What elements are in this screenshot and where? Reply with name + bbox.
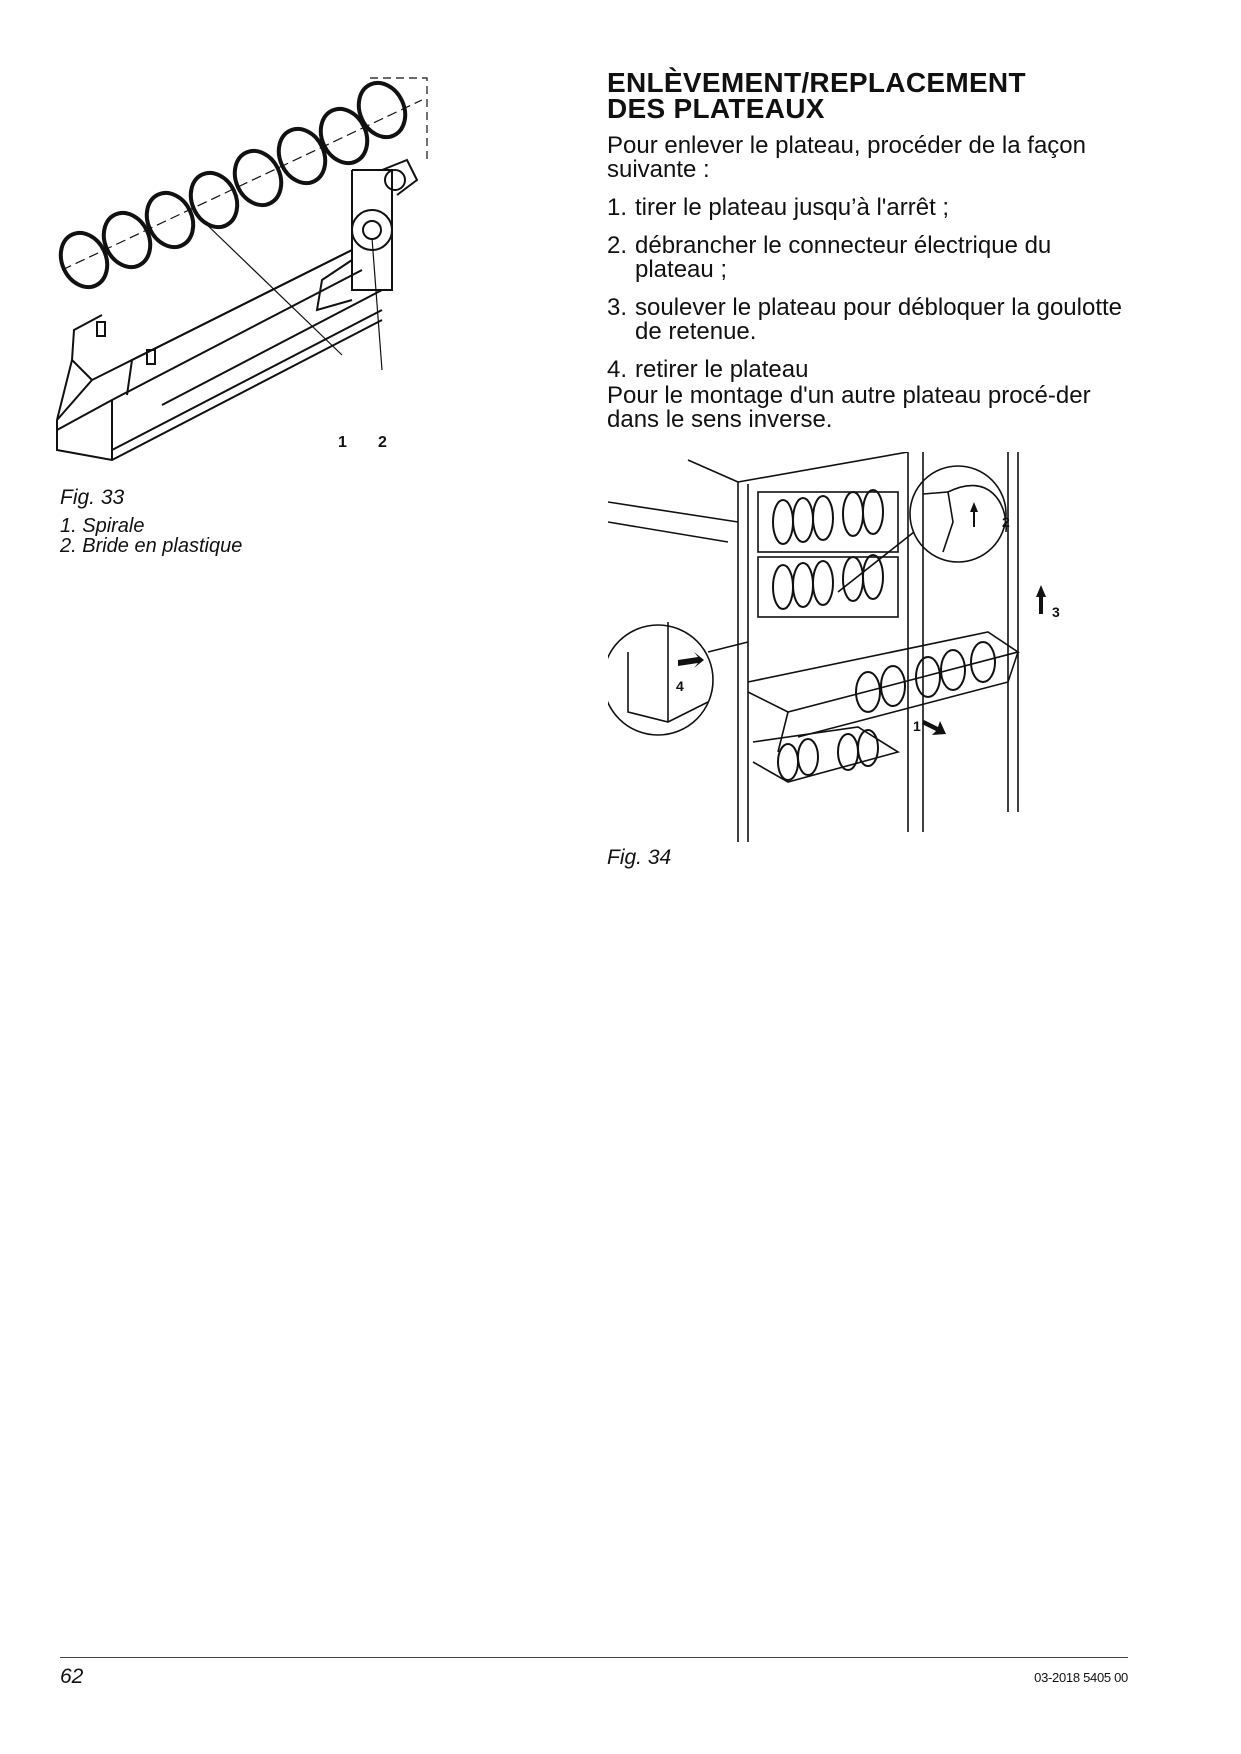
figure-33-spiral-tray <box>52 60 452 480</box>
section-title <box>607 67 1026 124</box>
step-text: débrancher le connecteur électrique du plateau ; <box>635 232 1052 283</box>
step-item <box>607 234 1127 282</box>
step-item <box>607 296 1127 344</box>
legend-item-spirale: 1. Spirale <box>60 515 145 537</box>
callout-1: 1 <box>338 434 347 451</box>
section-title-line-1: ENLÈVEMENT/REPLACEMENT <box>607 67 1026 98</box>
figure-34-caption: Fig. 34 <box>607 846 672 869</box>
callout-1: 1 <box>913 718 921 734</box>
legend-item-bride: 2. Bride en plastique <box>60 535 243 557</box>
intro-paragraph: Pour enlever le plateau, procéder de la façon suivante : <box>607 132 1086 183</box>
step-item <box>607 358 1127 382</box>
outro-paragraph: Pour le montage d'un autre plateau procé-der dans le sens inverse. <box>607 382 1091 433</box>
step-number: 2. <box>607 232 628 259</box>
step-item <box>607 196 1127 220</box>
callout-4: 4 <box>676 678 684 694</box>
callout-3: 3 <box>1052 604 1060 620</box>
figure-33-legend <box>60 516 242 556</box>
section-body <box>607 134 1127 432</box>
step-number: 3. <box>607 294 628 321</box>
callout-2: 2 <box>378 434 387 451</box>
figure-33-caption: Fig. 33 <box>60 486 125 509</box>
section-title-line-2: DES PLATEAUX <box>607 93 825 124</box>
step-text: tirer le plateau jusqu’à l'arrêt ; <box>635 194 950 221</box>
document-reference: 03-2018 5405 00 <box>1034 1670 1128 1685</box>
tray-removal-drawing <box>608 452 1068 842</box>
step-number: 1. <box>607 194 628 221</box>
step-text: soulever le plateau pour débloquer la goulotte de retenue. <box>635 294 1123 345</box>
step-number: 4. <box>607 356 628 383</box>
figure-34-tray-removal <box>608 452 1068 842</box>
spiral-tray-drawing <box>52 60 452 480</box>
footer-rule <box>60 1657 1128 1658</box>
step-text: retirer le plateau <box>635 356 809 383</box>
procedure-steps <box>607 196 1127 382</box>
callout-2: 2 <box>1002 514 1010 530</box>
page-number: 62 <box>60 1665 84 1688</box>
